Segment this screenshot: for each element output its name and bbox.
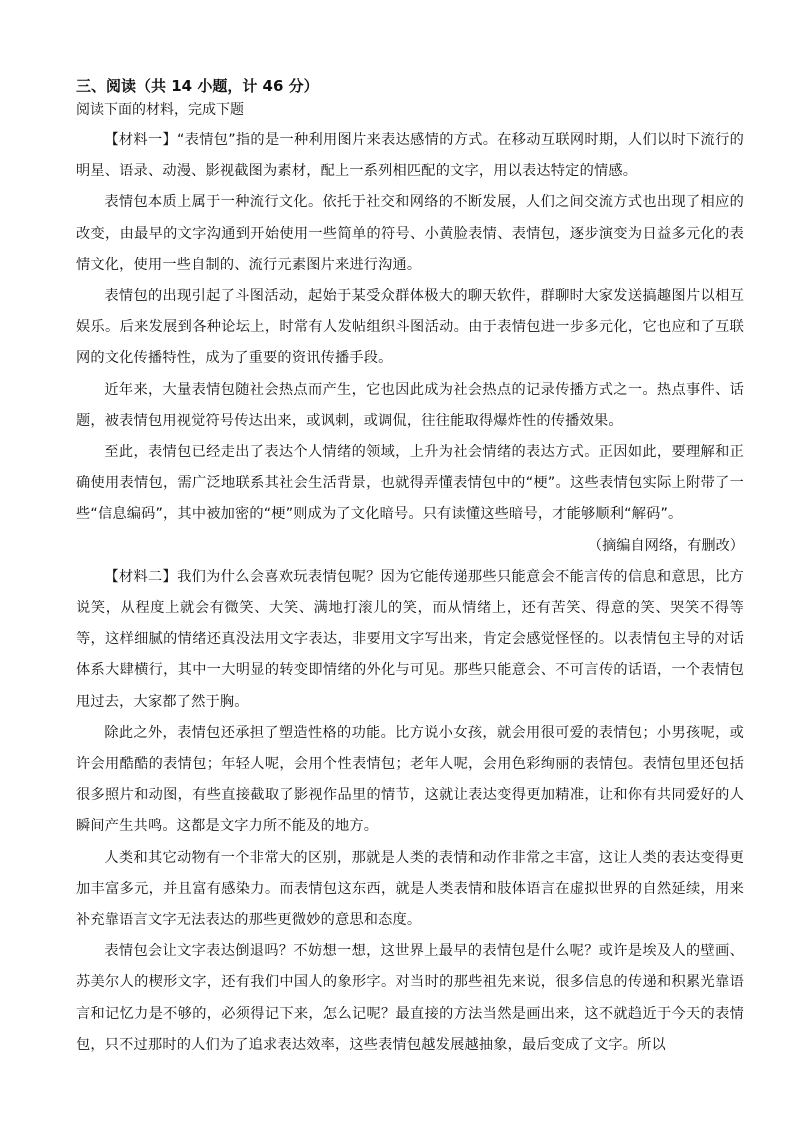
reading-section [76, 74, 744, 1061]
material2-paragraph-3: 人类和其它动物有一个非常大的区别，那就是人类的表情和动作非常之丰富，这让人类的表达变得更加丰富多元，并且富有感染力。而表情包这东西，就是人类表情和肢体语言在虚拟世界的自然延续，用来补充靠语言文字无法表达的那些更微妙的意思和态度。 [76, 849, 744, 929]
material1-paragraph-1: 【材料一】“表情包”指的是一种利用图片来表达感情的方式。在移动互联网时期，人们以时下流行的明星、语录、动漫、影视截图为素材，配上一系列相匹配的文字，用以表达特定的情感。 [76, 132, 744, 180]
material1-paragraph-2: 表情包本质上属于一种流行文化。依托于社交和网络的不断发展，人们之间交流方式也出现了相应的改变，由最早的文字沟通到开始使用一些简单的符号、小黄脸表情、表情包，逐步演变为日益多元化的表情文化，使用一些自制的、流行元素图片来进行沟通。 [76, 194, 744, 273]
material1-paragraph-5: 至此，表情包已经走出了表达个人情绪的领域，上升为社会情绪的表达方式。正因如此，要理解和正确使用表情包，需广泛地联系其社会生活背景，也就得弄懂表情包中的“梗”。这些表情包实际上附带了一些“信息编码”，其中被加密的“梗”则成为了文化暗号。只有读懂这些暗号，才能够顺利“解码”。 [76, 444, 744, 523]
material2-paragraph-1: 【材料二】我们为什么会喜欢玩表情包呢？因为它能传递那些只能意会不能言传的信息和意思，比方说笑，从程度上就会有微笑、大笑、满地打滚儿的笑，而从情绪上，还有苦笑、得意的笑、哭笑不得等等，这样细腻的情绪还真没法用文字表达，非要用文字写出来，肯定会感觉怪怪的。以表情包主导的对话体系大肆横行，其中一大明显的转变即情绪的外化与可见。那些只能意会、不可言传的话语，一个表情包甩过去，大家都了然于胸。 [76, 568, 744, 710]
material2-paragraph-4: 表情包会让文字表达倒退吗？不妨想一想，这世界上最早的表情包是什么呢？或许是埃及人的壁画、苏美尔人的楔形文字，还有我们中国人的象形字。对当时的那些祖先来说，很多信息的传递和积累光靠语言和记忆力是不够的，必须得记下来，怎么记呢？最直接的方法当然是画出来，这不就趋近于今天的表情包，只不过那时的人们为了追求表达效率，这些表情包越发展越抽象，最后变成了文字。所以 [76, 943, 744, 1053]
section-title: 三、阅读（共 14 小题，计 46 分） [76, 77, 319, 95]
material1-source: （摘编自网络，有删改） [587, 537, 744, 554]
material-one [76, 125, 744, 562]
material1-paragraph-4: 近年来，大量表情包随社会热点而产生，它也因此成为社会热点的记录传播方式之一。热点事件、话题，被表情包用视觉符号传达出来，或讽刺，或调侃，往往能取得爆炸性的传播效果。 [76, 381, 744, 429]
material1-paragraph-3: 表情包的出现引起了斗图活动，起始于某受众群体极大的聊天软件，群聊时大家发送搞趣图片以相互娱乐。后来发展到各种论坛上，时常有人发帖组织斗图活动。由于表情包进一步多元化，它也应和了互联网的文化传播特性，成为了重要的资讯传播手段。 [76, 288, 744, 367]
material2-paragraph-2: 除此之外，表情包还承担了塑造性格的功能。比方说小女孩，就会用很可爱的表情包；小男孩呢，或许会用酷酷的表情包；年轻人呢，会用个性表情包；老年人呢，会用色彩绚丽的表情包。表情包里还包括很多照片和动图，有些直接截取了影视作品里的情节，这就让表达变得更加精准，让和你有共同爱好的人瞬间产生共鸣。这都是文字力所不能及的地方。 [76, 724, 744, 835]
material-two [76, 562, 744, 1061]
section-instruction: 阅读下面的材料，完成下题 [76, 102, 244, 118]
